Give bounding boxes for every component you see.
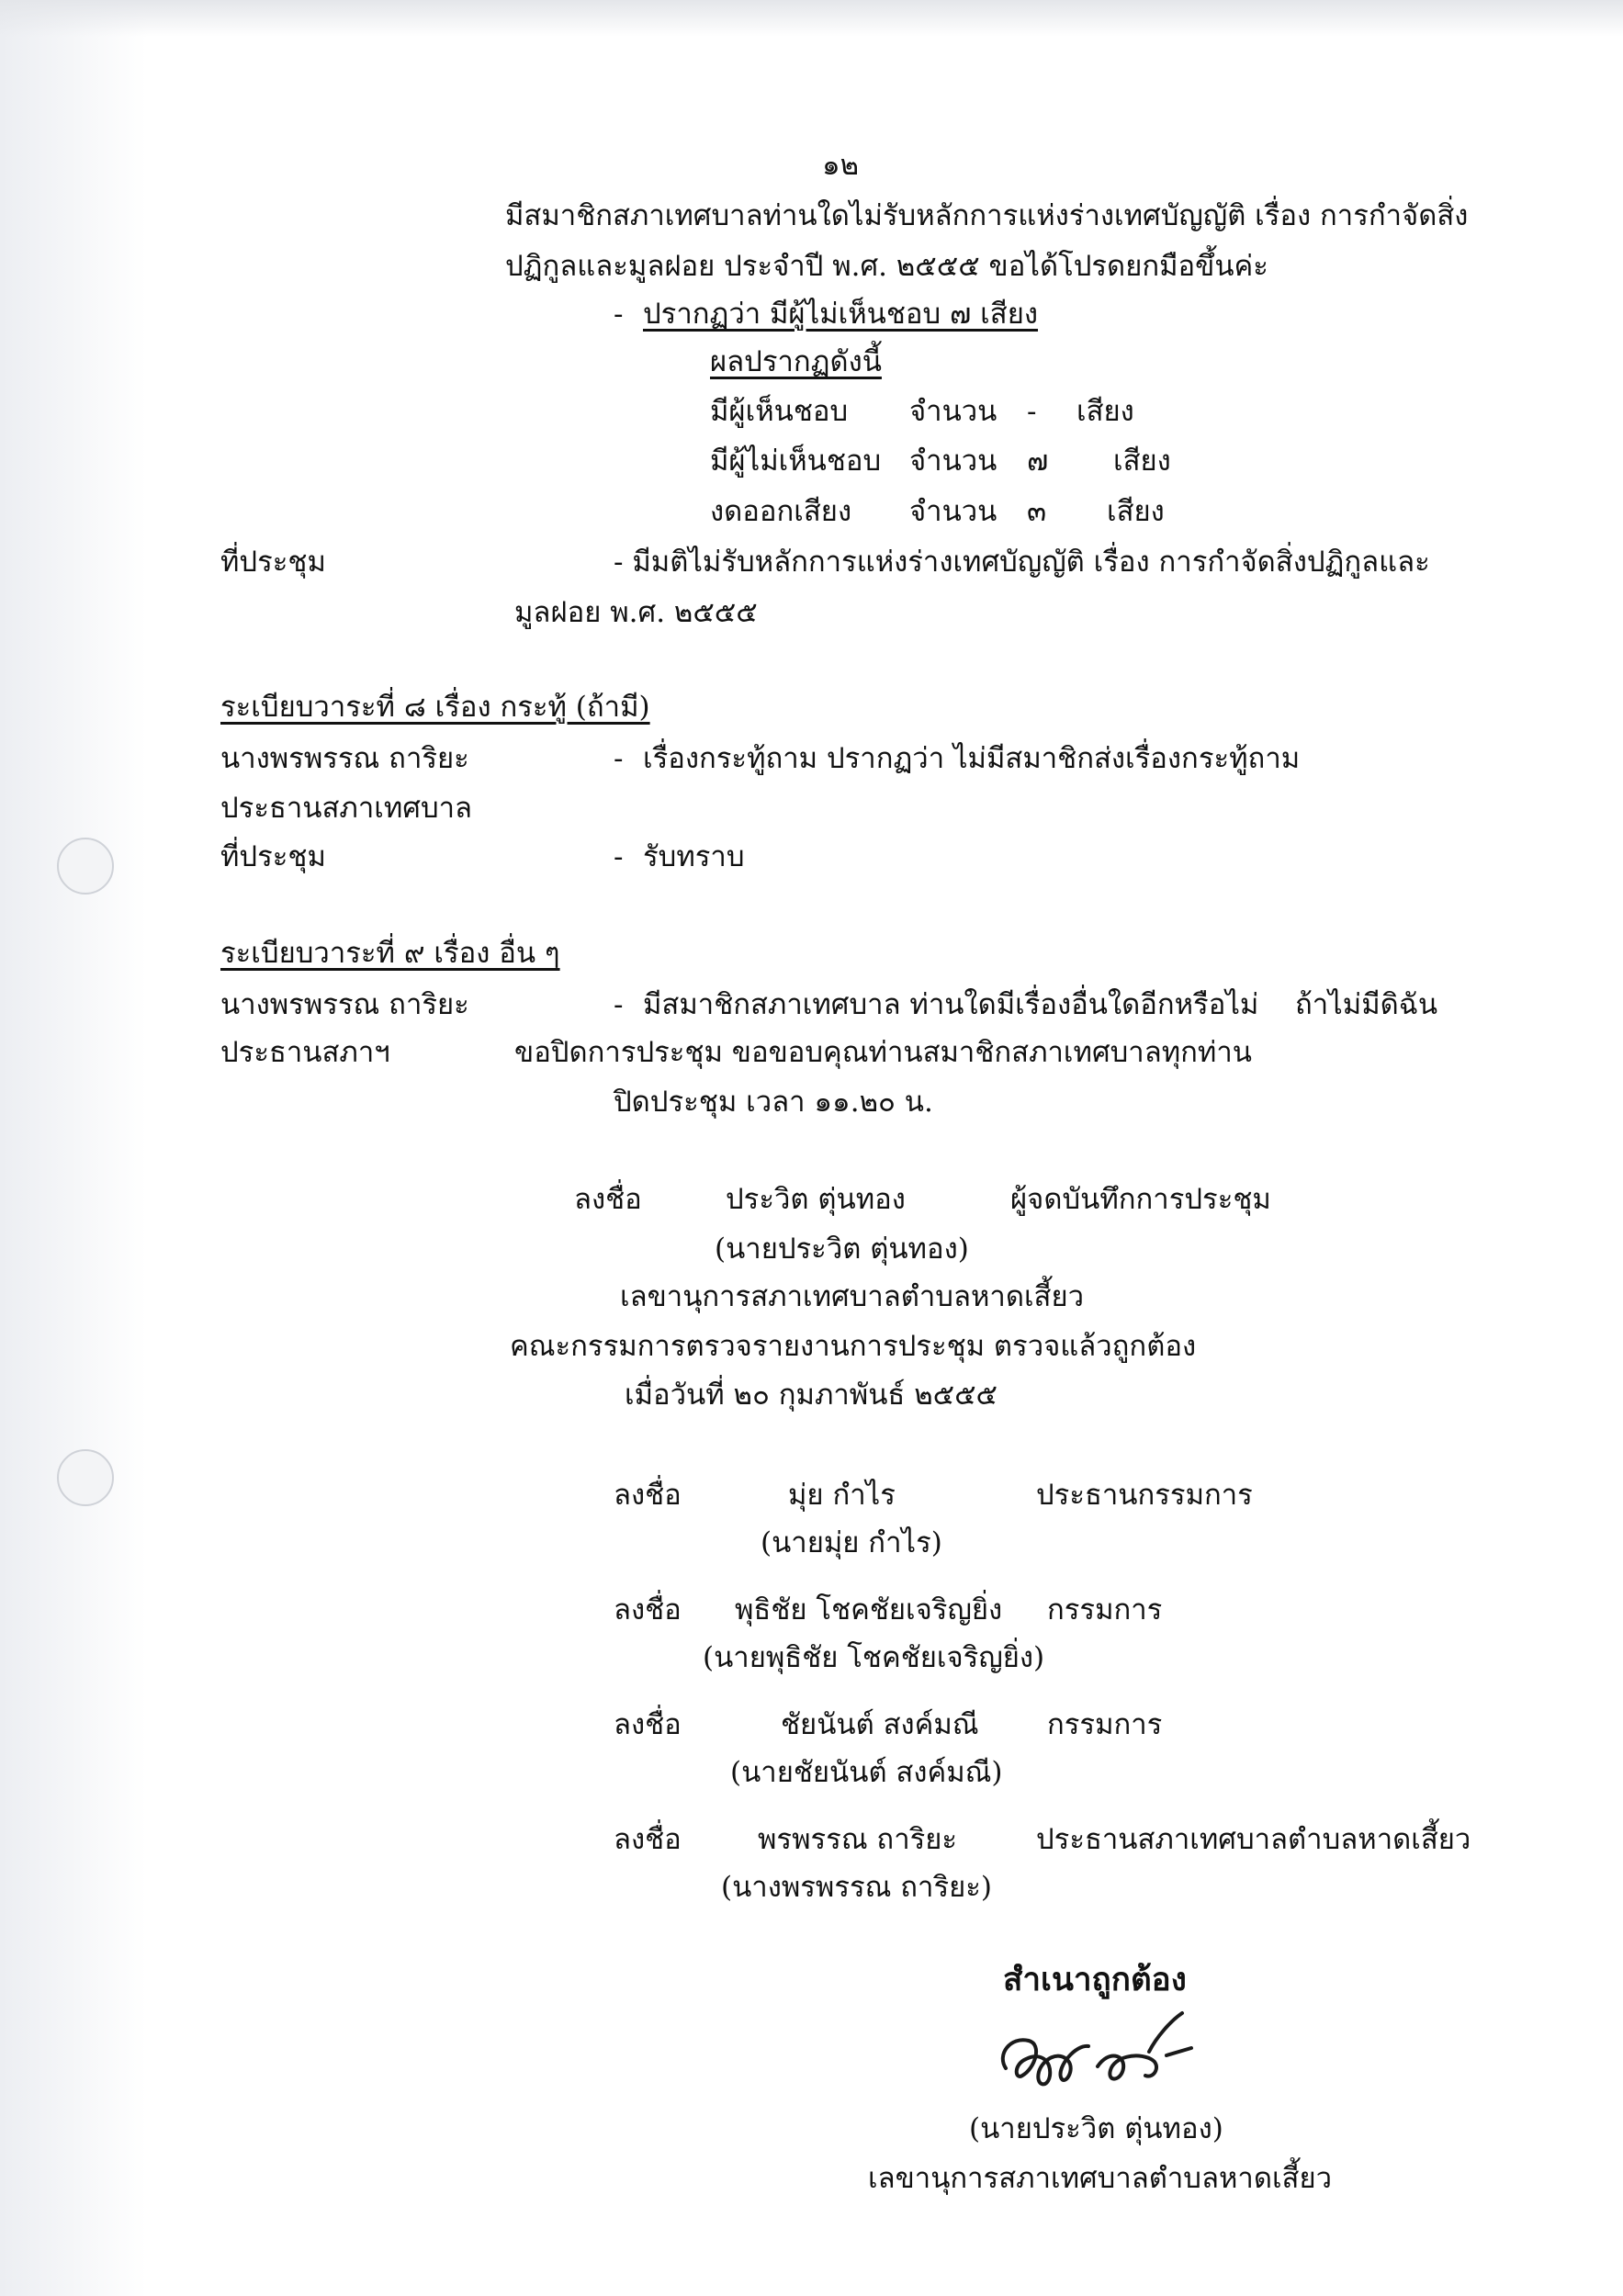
agenda-8-dash: - (614, 840, 624, 873)
committee-signer-name: มุ่ย กำไร (788, 1479, 896, 1512)
vote-row-count: - (1027, 395, 1037, 428)
punch-hole-top (57, 838, 114, 895)
intro-line-2: ปฏิกูลและมูลฝอย ประจำปี พ.ศ. ๒๕๕๕ ขอได้โปรดยกมือขึ้นค่ะ (505, 250, 1268, 283)
agenda-9-text-3: ปิดประชุม เวลา ๑๑.๒๐ น. (614, 1086, 933, 1119)
vote-row-count: ๓ (1027, 495, 1047, 528)
committee-signer-full-name: (นายพุธิชัย โชคชัยเจริญยิ่ง) (703, 1641, 1045, 1674)
intro-line-1: มีสมาชิกสภาเทศบาลท่านใดไม่รับหลักการแห่งร่างเทศบัญญัติ เรื่อง การกำจัดสิ่ง (505, 199, 1469, 232)
vote-row-word: จำนวน (909, 495, 997, 528)
committee-signer-role: กรรมการ (1047, 1708, 1163, 1741)
agenda-8-speaker-name: นางพรพรรณ ถาริยะ (220, 742, 469, 775)
committee-sign-label: ลงชื่อ (614, 1823, 682, 1856)
certification-full-name: (นายประวิต ตุ่นทอง) (969, 2112, 1223, 2145)
handwritten-signature (987, 2004, 1208, 2105)
committee-signer-name: พุธิชัย โชคชัยเจริญยิ่ง (735, 1593, 1003, 1626)
committee-signer-full-name: (นายชัยนันต์ สงค์มณี) (730, 1756, 1003, 1789)
recorder-role: ผู้จดบันทึกการประชุม (1010, 1183, 1271, 1216)
page-edge-shadow (0, 0, 147, 2296)
committee-date: เมื่อวันที่ ๒๐ กุมภาพันธ์ ๒๕๕๕ (625, 1379, 998, 1412)
agenda-9-text-1: มีสมาชิกสภาเทศบาล ท่านใดมีเรื่องอื่นใดอีกหรือไม่ (643, 988, 1259, 1021)
vote-row-unit: เสียง (1076, 395, 1134, 428)
committee-signer-name: พรพรรณ ถาริยะ (758, 1823, 958, 1856)
vote-row-count: ๗ (1027, 445, 1049, 478)
committee-signer-name: ชัยนันต์ สงค์มณี (781, 1708, 979, 1741)
agenda-9-text-1b: ถ้าไม่มีดิฉัน (1295, 988, 1438, 1021)
agenda-8-meeting-label: ที่ประชุม (220, 840, 326, 873)
recorder-position: เลขานุการสภาเทศบาลตำบลหาดเสี้ยว (620, 1280, 1085, 1313)
recorder-name: ประวิต ตุ่นทอง (726, 1183, 906, 1216)
committee-sign-label: ลงชื่อ (614, 1479, 682, 1512)
vote-row-unit: เสียง (1107, 495, 1165, 528)
agenda-9-dash: - (614, 988, 624, 1021)
vote-result-title: ผลปรากฏดังนี้ (710, 345, 882, 378)
certification-position: เลขานุการสภาเทศบาลตำบลหาดเสี้ยว (868, 2162, 1333, 2195)
vote-row-label: มีผู้ไม่เห็นชอบ (710, 445, 882, 478)
vote-row-label: มีผู้เห็นชอบ (710, 395, 849, 428)
committee-signer-full-name: (นายมุ่ย กำไร) (761, 1526, 942, 1559)
page-number: ๑๒ (822, 149, 860, 182)
agenda-9-text-2: ขอปิดการประชุม ขอขอบคุณท่านสมาชิกสภาเทศบาลทุกท่าน (514, 1036, 1252, 1069)
vote-row-label: งดออกเสียง (710, 495, 852, 528)
agenda-8-heading: ระเบียบวาระที่ ๘ เรื่อง กระทู้ (ถ้ามี) (220, 691, 650, 724)
agenda-8-dash: - (614, 742, 624, 775)
resolution-speaker: ที่ประชุม (220, 546, 326, 579)
committee-signer-role: กรรมการ (1047, 1593, 1163, 1626)
vote-headline: ปรากฏว่า มีผู้ไม่เห็นชอบ ๗ เสียง (643, 298, 1039, 331)
committee-signer-full-name: (นางพรพรรณ ถาริยะ) (721, 1871, 992, 1904)
agenda-9-speaker-name: นางพรพรรณ ถาริยะ (220, 988, 469, 1021)
vote-row-unit: เสียง (1113, 445, 1171, 478)
agenda-9-heading: ระเบียบวาระที่ ๙ เรื่อง อื่น ๆ (220, 937, 560, 970)
committee-sign-label: ลงชื่อ (614, 1708, 682, 1741)
agenda-9-speaker-title: ประธานสภาฯ (220, 1036, 390, 1069)
committee-sign-label: ลงชื่อ (614, 1593, 682, 1626)
recorder-sign-label: ลงชื่อ (574, 1183, 642, 1216)
agenda-8-meeting-text: รับทราบ (643, 840, 745, 873)
certification-title: สำเนาถูกต้อง (1003, 1961, 1187, 1998)
vote-row-word: จำนวน (909, 445, 997, 478)
committee-statement: คณะกรรมการตรวจรายงานการประชุม ตรวจแล้วถูกต้อง (510, 1330, 1197, 1363)
committee-signer-role: ประธานกรรมการ (1036, 1479, 1253, 1512)
page-top-shadow (0, 0, 1623, 37)
recorder-full-name: (นายประวิต ตุ่นทอง) (715, 1232, 969, 1266)
committee-signer-role: ประธานสภาเทศบาลตำบลหาดเสี้ยว (1036, 1823, 1471, 1856)
vote-row-word: จำนวน (909, 395, 997, 428)
resolution-line-1: - มีมติไม่รับหลักการแห่งร่างเทศบัญญัติ เรื่อง การกำจัดสิ่งปฏิกูลและ (614, 546, 1430, 579)
punch-hole-bottom (57, 1449, 114, 1506)
agenda-8-speaker-title: ประธานสภาเทศบาล (220, 792, 473, 825)
resolution-line-2: มูลฝอย พ.ศ. ๒๕๕๕ (514, 596, 758, 629)
vote-dash: - (614, 298, 624, 331)
agenda-8-text: เรื่องกระทู้ถาม ปรากฏว่า ไม่มีสมาชิกส่งเรื่องกระทู้ถาม (643, 742, 1301, 775)
